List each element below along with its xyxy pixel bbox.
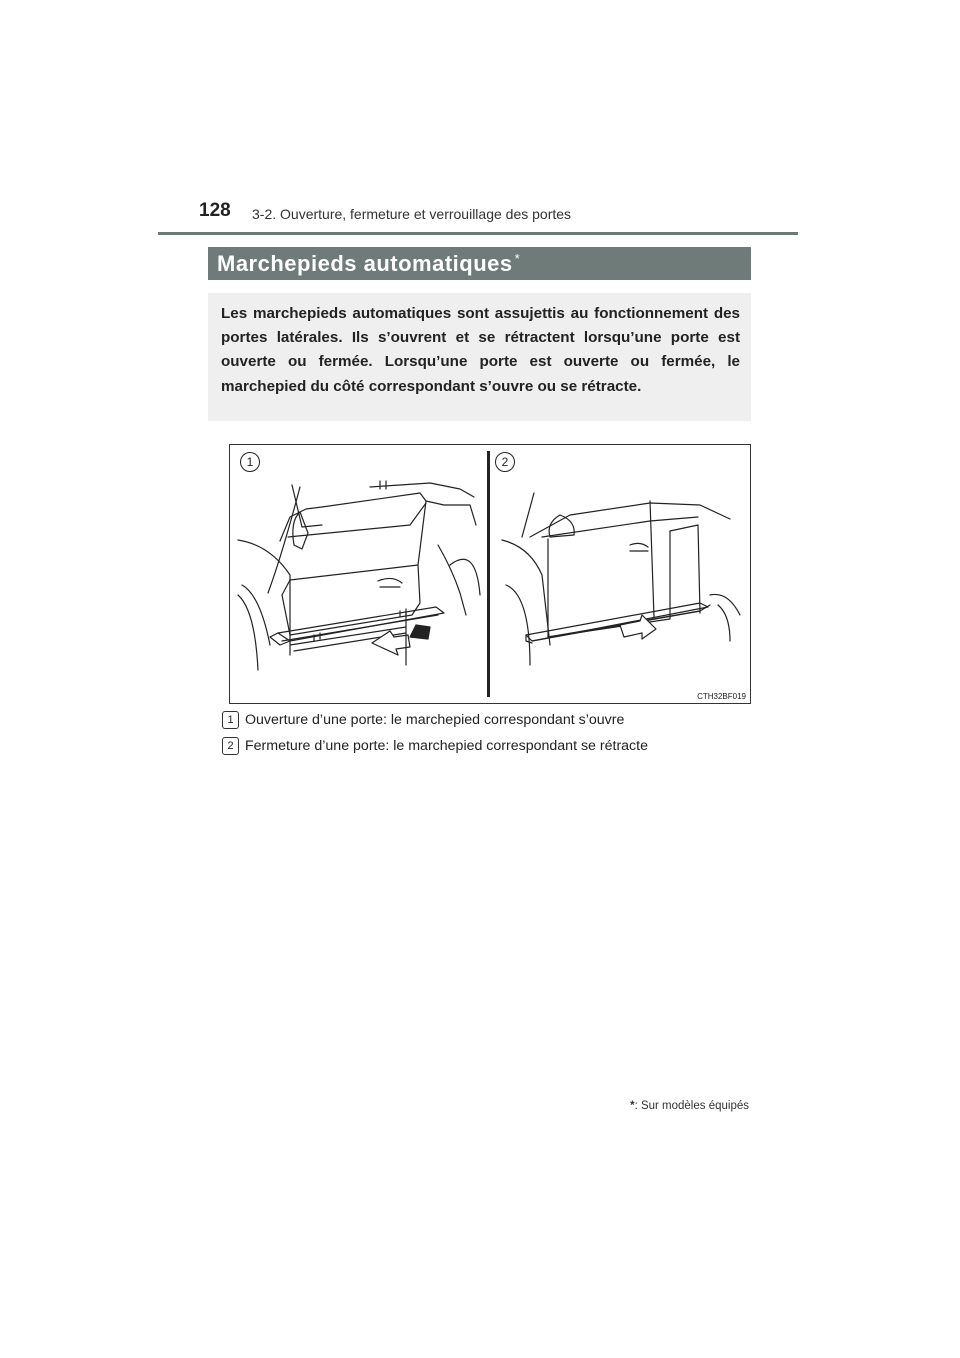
legend-text-2: Fermeture d’une porte: le marchepied correspondant se rétracte [245,738,648,754]
title-band [208,247,751,280]
legend-number-1: 1 [222,711,239,729]
page-number: 128 [199,200,231,221]
section-title: 3-2. Ouverture, fermeture et verrouillage des portes [252,206,572,222]
page-title-text: Marchepieds automatiques [217,251,513,276]
legend-text-1: Ouverture d’une porte: le marchepied correspondant s’ouvre [245,712,625,728]
figure-divider [487,451,490,697]
running-board-illustration [230,445,750,703]
legend-number-2: 2 [222,737,239,755]
illustration [229,444,751,704]
header-rule [158,232,798,235]
callout-2: 2 [495,452,515,472]
title-asterisk-icon: * [514,251,521,266]
intro-text: Les marchepieds automatiques sont assujettis au fonctionnement des portes latérales. Ils s’ouvrent et se rétractent lorsqu’une porte est ouverte ou fermée. Lorsqu’une porte est ouverte ou fermée, le marchepied du côté correspondant s’ouvre ou se rétracte. [221,305,740,395]
intro-box [208,293,751,421]
footnote-asterisk-icon: * [630,1100,635,1112]
callout-1: 1 [240,452,260,472]
footnote-text: : Sur modèles équipés [634,1100,749,1112]
figure-code: CTH32BF019 [697,692,746,701]
page-title [217,251,520,277]
legend-item-1 [222,711,624,729]
footnote [630,1100,749,1112]
legend-item-2 [222,737,648,755]
